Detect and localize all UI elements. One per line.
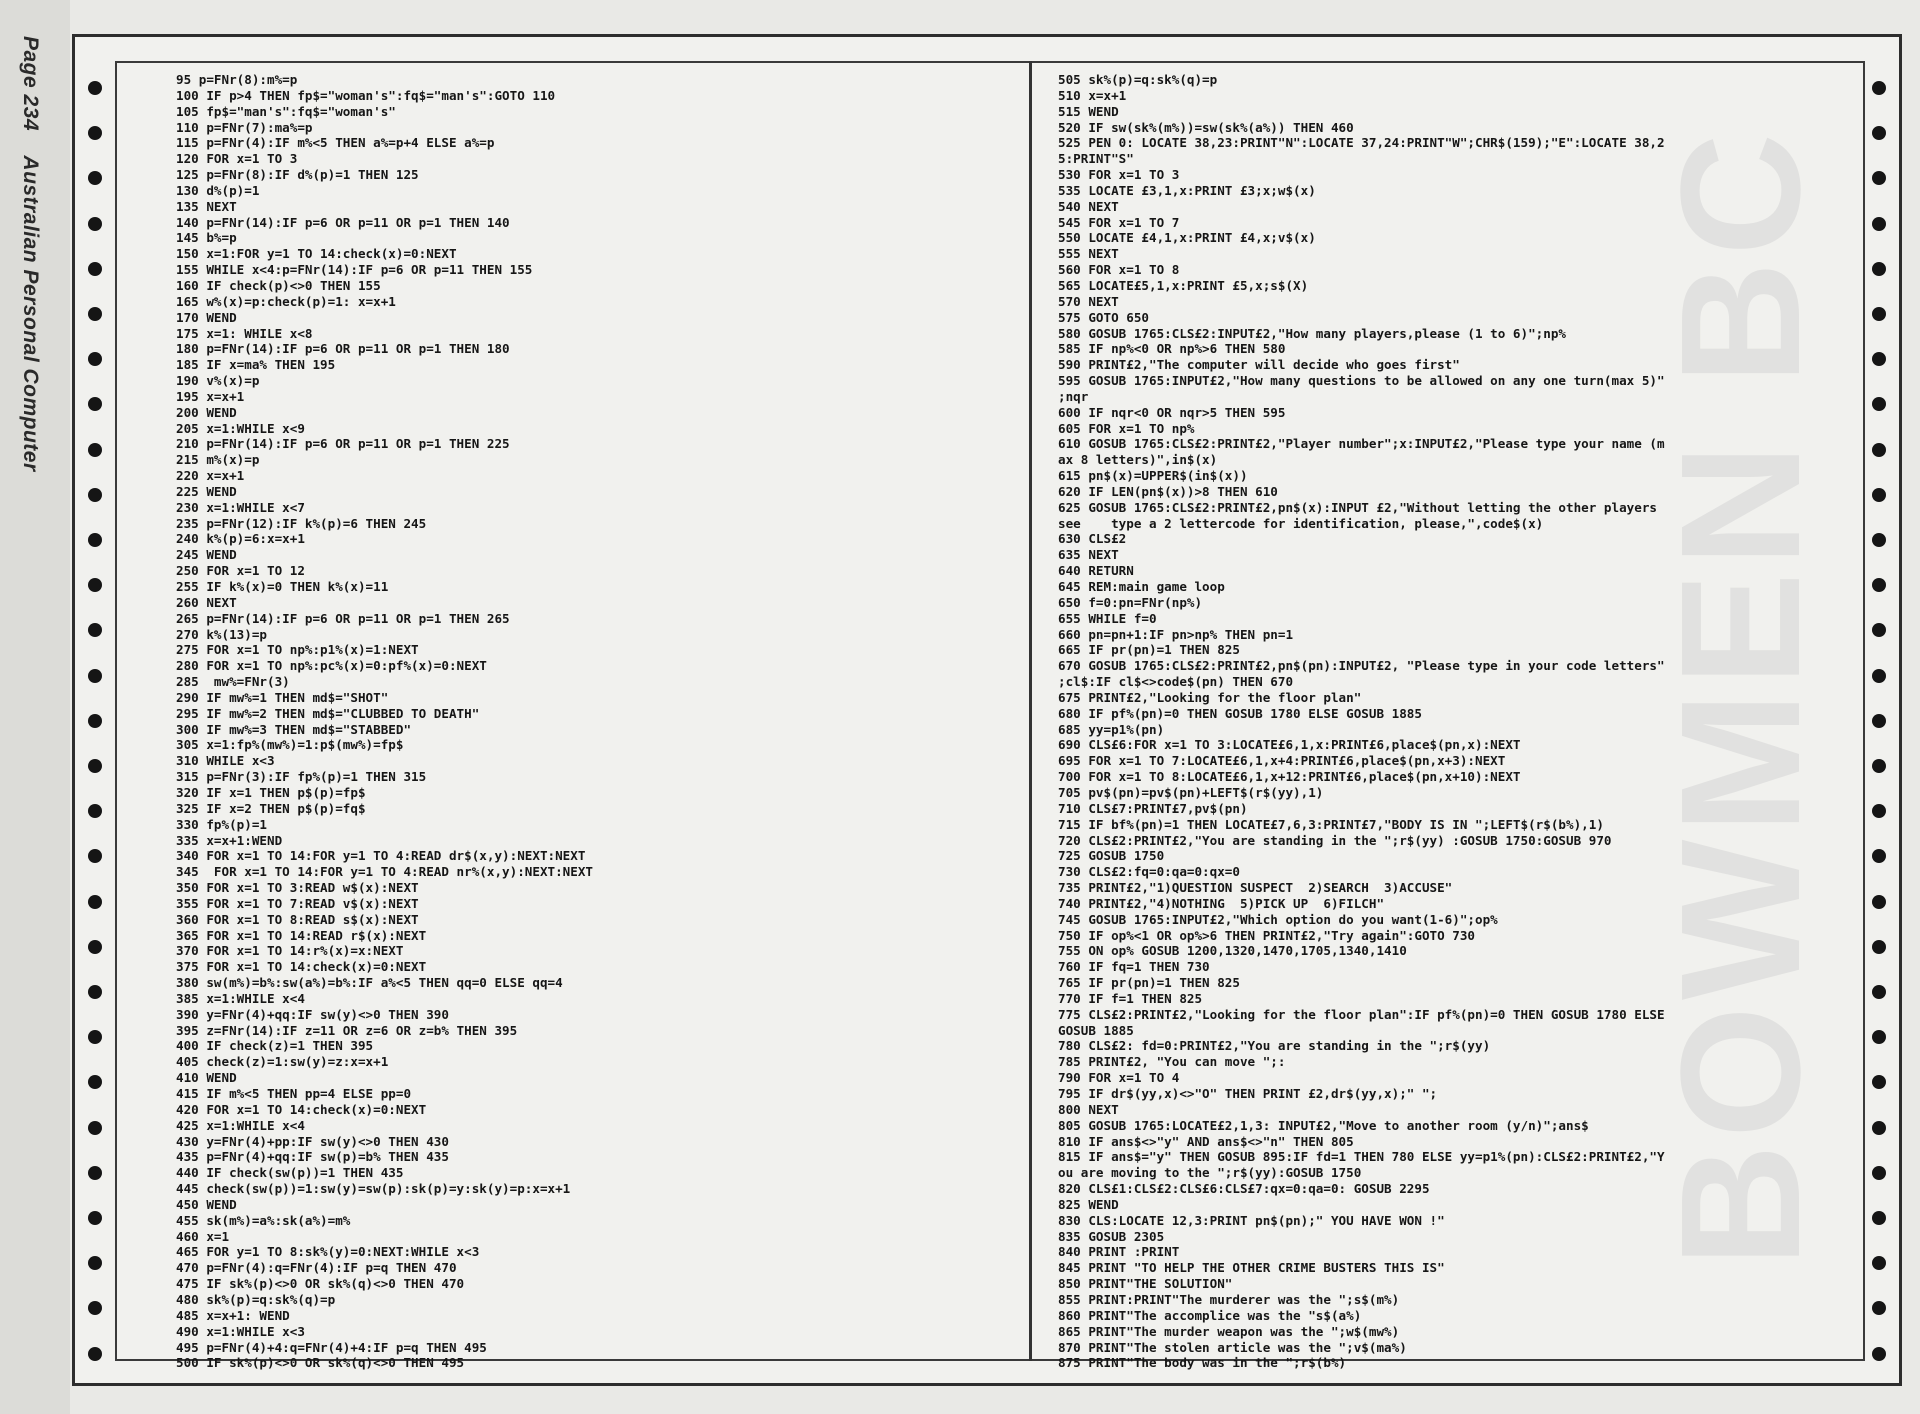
tractor-hole-icon [1872, 669, 1886, 683]
tractor-hole-icon [88, 1347, 102, 1361]
column-divider [1029, 61, 1032, 1361]
code-line: 325 IF x=2 THEN p$(p)=fq$ [176, 800, 366, 816]
code-line: 110 p=FNr(7):ma%=p [176, 119, 313, 135]
tractor-hole-icon [88, 623, 102, 637]
tractor-hole-icon [88, 217, 102, 231]
code-line: 140 p=FNr(14):IF p=6 OR p=11 OR p=1 THEN 140 [176, 214, 510, 230]
code-line: 865 PRINT"The murder weapon was the ";w$(mw%) [1058, 1323, 1400, 1339]
tractor-hole-icon [1872, 1166, 1886, 1180]
tractor-hole-icon [88, 1301, 102, 1315]
code-line: 685 yy=p1%(pn) [1058, 721, 1165, 737]
code-line: 5:PRINT"S" [1058, 151, 1134, 167]
code-line: 310 WHILE x<3 [176, 753, 275, 769]
code-line: 220 x=x+1 [176, 468, 245, 484]
tractor-hole-icon [88, 443, 102, 457]
tractor-hole-icon [88, 669, 102, 683]
code-line: 495 p=FNr(4)+4:q=FNr(4)+4:IF p=q THEN 495 [176, 1339, 487, 1355]
code-line: 165 w%(x)=p:check(p)=1: x=x+1 [176, 293, 396, 309]
code-line: 770 IF f=1 THEN 825 [1058, 990, 1203, 1006]
code-line: 400 IF check(z)=1 THEN 395 [176, 1038, 374, 1054]
code-line: ou are moving to the ";r$(yy):GOSUB 1750 [1058, 1165, 1362, 1181]
code-line: 720 CLS£2:PRINT£2,"You are standing in the ";r$(yy) :GOSUB 1750:GOSUB 970 [1058, 832, 1612, 848]
code-line: 385 x=1:WHILE x<4 [176, 990, 305, 1006]
tractor-hole-icon [88, 81, 102, 95]
code-line: 95 p=FNr(8):m%=p [176, 72, 298, 87]
tractor-hole-icon [1872, 533, 1886, 547]
tractor-hole-icon [88, 895, 102, 909]
code-line: 755 ON op% GOSUB 1200,1320,1470,1705,1340,1410 [1058, 943, 1407, 959]
tractor-hole-icon [1872, 307, 1886, 321]
code-line: 180 p=FNr(14):IF p=6 OR p=11 OR p=1 THEN 180 [176, 341, 510, 357]
code-line: 190 v%(x)=p [176, 373, 260, 389]
code-line: 520 IF sw(sk%(m%))=sw(sk%(a%)) THEN 460 [1058, 119, 1354, 135]
code-line: 440 IF check(sw(p))=1 THEN 435 [176, 1165, 404, 1181]
code-line: 330 fp%(p)=1 [176, 816, 267, 832]
code-line: 790 FOR x=1 TO 4 [1058, 1070, 1180, 1086]
tractor-hole-icon [88, 488, 102, 502]
publication-name: Australian Personal Computer [19, 155, 42, 472]
code-line: 345 FOR x=1 TO 14:FOR y=1 TO 4:READ nr%(x,y):NEXT:NEXT [176, 864, 594, 880]
code-line: 225 WEND [176, 483, 237, 499]
code-line: 515 WEND [1058, 103, 1119, 119]
code-line: 625 GOSUB 1765:CLS£2:PRINT£2,pn$(x):INPUT £2,"Without letting the other players [1058, 499, 1657, 515]
code-line: 155 WHILE x<4:p=FNr(14):IF p=6 OR p=11 THEN 155 [176, 262, 533, 278]
code-line: 580 GOSUB 1765:CLS£2:INPUT£2,"How many players,please (1 to 6)";np% [1058, 325, 1566, 341]
tractor-hole-icon [1872, 714, 1886, 728]
code-line: 275 FOR x=1 TO np%:p1%(x)=1:NEXT [176, 642, 419, 658]
code-line: 870 PRINT"The stolen article was the ";v$(ma%) [1058, 1339, 1407, 1355]
tractor-hole-icon [88, 307, 102, 321]
code-line: 665 IF pr(pn)=1 THEN 825 [1058, 642, 1240, 658]
tractor-hole-icon [88, 1256, 102, 1270]
code-line: ;cl$:IF cl$<>code$(pn) THEN 670 [1058, 674, 1294, 690]
code-line: 585 IF np%<0 OR np%>6 THEN 580 [1058, 341, 1286, 357]
tractor-hole-icon [88, 262, 102, 276]
code-line: 725 GOSUB 1750 [1058, 848, 1165, 864]
code-line: 410 WEND [176, 1070, 237, 1086]
tractor-hole-icon [1872, 1075, 1886, 1089]
tractor-hole-icon [1872, 985, 1886, 999]
code-line: 465 FOR y=1 TO 8:sk%(y)=0:NEXT:WHILE x<3 [176, 1244, 480, 1260]
code-line: 750 IF op%<1 OR op%>6 THEN PRINT£2,"Try again":GOTO 730 [1058, 927, 1476, 943]
code-line: 545 FOR x=1 TO 7 [1058, 214, 1180, 230]
code-line: 145 b%=p [176, 230, 237, 246]
code-line: 490 x=1:WHILE x<3 [176, 1323, 305, 1339]
code-line: 795 IF dr$(yy,x)<>"O" THEN PRINT £2,dr$(yy,x);" "; [1058, 1086, 1438, 1101]
tractor-hole-icon [88, 1121, 102, 1135]
code-line: 650 f=0:pn=FNr(np%) [1058, 594, 1203, 610]
code-line: 810 IF ans$<>"y" AND ans$<>"n" THEN 805 [1058, 1133, 1354, 1149]
code-line: 365 FOR x=1 TO 14:READ r$(x):NEXT [176, 927, 427, 943]
tractor-hole-icon [88, 1075, 102, 1089]
code-line: 280 FOR x=1 TO np%:pc%(x)=0:pf%(x)=0:NEXT [176, 658, 487, 674]
left-tractor-holes [83, 81, 107, 1361]
code-line: 100 IF p>4 THEN fp$="woman's":fq$="man's":GOTO 110 [176, 87, 556, 103]
code-line: 780 CLS£2: fd=0:PRINT£2,"You are standing in the ";r$(yy) [1058, 1038, 1491, 1054]
code-line: ;nqr [1058, 388, 1089, 404]
code-line: 290 IF mw%=1 THEN md$="SHOT" [176, 689, 389, 705]
code-line: 535 LOCATE £3,1,x:PRINT £3;x;w$(x) [1058, 182, 1316, 198]
code-line: 570 NEXT [1058, 293, 1119, 309]
tractor-hole-icon [1872, 488, 1886, 502]
code-line: 700 FOR x=1 TO 8:LOCATE£6,1,x+12:PRINT£6,place$(pn,x+10):NEXT [1058, 769, 1521, 785]
tractor-hole-icon [88, 126, 102, 140]
code-line: 740 PRINT£2,"4)NOTHING 5)PICK UP 6)FILCH" [1058, 895, 1385, 911]
code-line: 460 x=1 [176, 1228, 230, 1244]
tractor-hole-icon [1872, 171, 1886, 185]
code-line: 395 z=FNr(14):IF z=11 OR z=6 OR z=b% THEN 395 [176, 1022, 518, 1038]
background-watermark: BOWMEN BC [1646, 127, 1836, 1267]
code-line: 435 p=FNr(4)+qq:IF sw(p)=b% THEN 435 [176, 1149, 449, 1165]
tractor-hole-icon [88, 714, 102, 728]
code-line: 380 sw(m%)=b%:sw(a%)=b%:IF a%<5 THEN qq=0 ELSE qq=4 [176, 975, 563, 991]
tractor-hole-icon [1872, 262, 1886, 276]
code-line: 455 sk(m%)=a%:sk(a%)=m% [176, 1212, 351, 1228]
tractor-hole-icon [1872, 895, 1886, 909]
tractor-hole-icon [88, 578, 102, 592]
code-line: 425 x=1:WHILE x<4 [176, 1117, 305, 1133]
tractor-hole-icon [1872, 578, 1886, 592]
code-line: 135 NEXT [176, 198, 237, 214]
tractor-hole-icon [88, 1030, 102, 1044]
tractor-hole-icon [88, 849, 102, 863]
code-line: 745 GOSUB 1765:INPUT£2,"Which option do you want(1-6)";op% [1058, 911, 1498, 927]
code-line: 370 FOR x=1 TO 14:r%(x)=x:NEXT [176, 943, 404, 959]
code-line: 200 WEND [176, 404, 237, 420]
code-line: 240 k%(p)=6:x=x+1 [176, 531, 305, 547]
code-line: 840 PRINT :PRINT [1058, 1244, 1180, 1260]
code-line: 710 CLS£7:PRINT£7,pv$(pn) [1058, 800, 1248, 816]
code-line: 270 k%(13)=p [176, 626, 267, 642]
code-line: 850 PRINT"THE SOLUTION" [1058, 1276, 1233, 1292]
code-line: 765 IF pr(pn)=1 THEN 825 [1058, 975, 1240, 991]
code-line: 295 IF mw%=2 THEN md$="CLUBBED TO DEATH" [176, 705, 480, 721]
code-line: 615 pn$(x)=UPPER$(in$(x)) [1058, 468, 1248, 484]
code-line: 340 FOR x=1 TO 14:FOR y=1 TO 4:READ dr$(x,y):NEXT:NEXT [176, 848, 586, 864]
code-line: GOSUB 1885 [1058, 1022, 1134, 1038]
code-line: 120 FOR x=1 TO 3 [176, 151, 298, 167]
code-line: 805 GOSUB 1765:LOCATE£2,1,3: INPUT£2,"Move to another room (y/n)";ans$ [1058, 1117, 1589, 1133]
tractor-hole-icon [88, 1211, 102, 1225]
code-line: 635 NEXT [1058, 547, 1119, 563]
code-line: 510 x=x+1 [1058, 87, 1127, 103]
code-line: 350 FOR x=1 TO 3:READ w$(x):NEXT [176, 880, 419, 896]
code-line: 565 LOCATE£5,1,x:PRINT £5,x;s$(X) [1058, 277, 1309, 293]
tractor-hole-icon [1872, 81, 1886, 95]
tractor-hole-icon [1872, 1256, 1886, 1270]
code-line: 485 x=x+1: WEND [176, 1307, 290, 1323]
tractor-hole-icon [88, 940, 102, 954]
code-line: 105 fp$="man's":fq$="woman's" [176, 103, 396, 119]
tractor-hole-icon [88, 759, 102, 773]
code-line: 660 pn=pn+1:IF pn>np% THEN pn=1 [1058, 626, 1294, 642]
code-line: 415 IF m%<5 THEN pp=4 ELSE pp=0 [176, 1086, 412, 1101]
code-line: 250 FOR x=1 TO 12 [176, 563, 305, 579]
code-line: 575 GOTO 650 [1058, 309, 1149, 325]
code-line: 205 x=1:WHILE x<9 [176, 420, 305, 436]
tractor-hole-icon [1872, 1030, 1886, 1044]
code-line: 695 FOR x=1 TO 7:LOCATE£6,1,x+4:PRINT£6,place$(pn,x+3):NEXT [1058, 753, 1506, 769]
code-line: 620 IF LEN(pn$(x))>8 THEN 610 [1058, 483, 1278, 499]
code-line: ax 8 letters)",in$(x) [1058, 452, 1218, 468]
code-line: 235 p=FNr(12):IF k%(p)=6 THEN 245 [176, 515, 427, 531]
code-line: 355 FOR x=1 TO 7:READ v$(x):NEXT [176, 895, 419, 911]
code-line: 230 x=1:WHILE x<7 [176, 499, 305, 515]
code-line: 550 LOCATE £4,1,x:PRINT £4,x;v$(x) [1058, 230, 1316, 246]
tractor-hole-icon [88, 804, 102, 818]
code-line: 800 NEXT [1058, 1101, 1119, 1117]
code-line: 260 NEXT [176, 594, 237, 610]
code-line: 150 x=1:FOR y=1 TO 14:check(x)=0:NEXT [176, 246, 457, 262]
page-margin [0, 0, 70, 1414]
code-line: 540 NEXT [1058, 198, 1119, 214]
code-line: 690 CLS£6:FOR x=1 TO 3:LOCATE£6,1,x:PRINT£6,place$(pn,x):NEXT [1058, 737, 1521, 753]
tractor-hole-icon [1872, 849, 1886, 863]
code-line: 590 PRINT£2,"The computer will decide who goes first" [1058, 357, 1460, 373]
code-line: 315 p=FNr(3):IF fp%(p)=1 THEN 315 [176, 769, 427, 785]
tractor-hole-icon [1872, 126, 1886, 140]
code-line: 555 NEXT [1058, 246, 1119, 262]
tractor-hole-icon [1872, 759, 1886, 773]
code-line: 605 FOR x=1 TO np% [1058, 420, 1195, 436]
code-line: 860 PRINT"The accomplice was the "s$(a%) [1058, 1307, 1362, 1323]
code-line: 255 IF k%(x)=0 THEN k%(x)=11 [176, 579, 389, 594]
code-line: 670 GOSUB 1765:CLS£2:PRINT£2,pn$(pn):INPUT£2, "Please type in your code letters" [1058, 658, 1665, 674]
tractor-hole-icon [88, 352, 102, 366]
tractor-hole-icon [1872, 397, 1886, 411]
code-line: 835 GOSUB 2305 [1058, 1228, 1165, 1244]
code-line: 760 IF fq=1 THEN 730 [1058, 959, 1210, 975]
page-number: Page 234 [19, 36, 42, 132]
tractor-hole-icon [1872, 443, 1886, 457]
tractor-hole-icon [88, 533, 102, 547]
code-line: 170 WEND [176, 309, 237, 325]
code-line: 360 FOR x=1 TO 8:READ s$(x):NEXT [176, 911, 419, 927]
code-line: 185 IF x=ma% THEN 195 [176, 357, 336, 373]
code-line: 825 WEND [1058, 1196, 1119, 1212]
code-line: 265 p=FNr(14):IF p=6 OR p=11 OR p=1 THEN 265 [176, 610, 510, 626]
code-line: 645 REM:main game loop [1058, 579, 1225, 594]
code-listing-right [1058, 72, 1665, 1371]
code-line: 630 CLS£2 [1058, 531, 1127, 547]
code-line: 470 p=FNr(4):q=FNr(4):IF p=q THEN 470 [176, 1260, 457, 1276]
code-line: 680 IF pf%(pn)=0 THEN GOSUB 1780 ELSE GOSUB 1885 [1058, 705, 1422, 721]
code-line: 245 WEND [176, 547, 237, 563]
code-line: 595 GOSUB 1765:INPUT£2,"How many questions to be allowed on any one turn(max 5)" [1058, 373, 1665, 389]
tractor-hole-icon [1872, 1121, 1886, 1135]
code-line: 845 PRINT "TO HELP THE OTHER CRIME BUSTERS THIS IS" [1058, 1260, 1445, 1276]
code-line: 675 PRINT£2,"Looking for the floor plan" [1058, 689, 1362, 705]
code-line: 305 x=1:fp%(mw%)=1:p$(mw%)=fp$ [176, 737, 404, 753]
code-line: 735 PRINT£2,"1)QUESTION SUSPECT 2)SEARCH 3)ACCUSE" [1058, 880, 1453, 896]
code-line: see type a 2 lettercode for identification, please,",code$(x) [1058, 515, 1544, 531]
code-listing-left [176, 72, 593, 1371]
code-line: 875 PRINT"The body was in the ";r$(b%) [1058, 1355, 1347, 1371]
tractor-hole-icon [1872, 804, 1886, 818]
code-line: 730 CLS£2:fq=0:qa=0:qx=0 [1058, 864, 1240, 880]
code-line: 130 d%(p)=1 [176, 182, 260, 198]
code-line: 785 PRINT£2, "You can move ";: [1058, 1054, 1286, 1070]
tractor-hole-icon [1872, 623, 1886, 637]
tractor-hole-icon [1872, 1211, 1886, 1225]
code-line: 210 p=FNr(14):IF p=6 OR p=11 OR p=1 THEN 225 [176, 436, 510, 452]
code-line: 285 mw%=FNr(3) [176, 674, 290, 690]
code-line: 450 WEND [176, 1196, 237, 1212]
tractor-hole-icon [1872, 217, 1886, 231]
right-tractor-holes [1867, 81, 1891, 1361]
code-line: 390 y=FNr(4)+qq:IF sw(y)<>0 THEN 390 [176, 1006, 449, 1022]
code-line: 815 IF ans$="y" THEN GOSUB 895:IF fd=1 THEN 780 ELSE yy=p1%(pn):CLS£2:PRINT£2,"Y [1058, 1149, 1665, 1165]
code-line: 820 CLS£1:CLS£2:CLS£6:CLS£7:qx=0:qa=0: GOSUB 2295 [1058, 1181, 1430, 1197]
code-line: 335 x=x+1:WEND [176, 832, 283, 848]
code-line: 420 FOR x=1 TO 14:check(x)=0:NEXT [176, 1101, 427, 1117]
tractor-hole-icon [1872, 940, 1886, 954]
code-line: 445 check(sw(p))=1:sw(y)=sw(p):sk(p)=y:sk(y)=p:x=x+1 [176, 1181, 571, 1197]
tractor-hole-icon [88, 985, 102, 999]
code-line: 715 IF bf%(pn)=1 THEN LOCATE£7,6,3:PRINT£7,"BODY IS IN ";LEFT$(r$(b%),1) [1058, 816, 1604, 832]
code-line: 300 IF mw%=3 THEN md$="STABBED" [176, 721, 412, 737]
tractor-hole-icon [88, 171, 102, 185]
code-line: 640 RETURN [1058, 563, 1134, 579]
code-line: 830 CLS:LOCATE 12,3:PRINT pn$(pn);" YOU HAVE WON !" [1058, 1212, 1445, 1228]
code-line: 530 FOR x=1 TO 3 [1058, 167, 1180, 183]
tractor-hole-icon [1872, 1301, 1886, 1315]
code-line: 775 CLS£2:PRINT£2,"Looking for the floor plan":IF pf%(pn)=0 THEN GOSUB 1780 ELSE [1058, 1006, 1665, 1022]
tractor-hole-icon [1872, 1347, 1886, 1361]
code-line: 560 FOR x=1 TO 8 [1058, 262, 1180, 278]
code-line: 430 y=FNr(4)+pp:IF sw(y)<>0 THEN 430 [176, 1133, 449, 1149]
tractor-hole-icon [88, 1166, 102, 1180]
code-line: 175 x=1: WHILE x<8 [176, 325, 313, 341]
code-line: 160 IF check(p)<>0 THEN 155 [176, 277, 381, 293]
code-line: 125 p=FNr(8):IF d%(p)=1 THEN 125 [176, 167, 419, 183]
code-line: 195 x=x+1 [176, 388, 245, 404]
page-header [18, 36, 42, 472]
code-line: 405 check(z)=1:sw(y)=z:x=x+1 [176, 1054, 389, 1070]
code-line: 600 IF nqr<0 OR nqr>5 THEN 595 [1058, 404, 1286, 420]
code-line: 505 sk%(p)=q:sk%(q)=p [1058, 72, 1218, 87]
code-line: 655 WHILE f=0 [1058, 610, 1157, 626]
code-line: 320 IF x=1 THEN p$(p)=fp$ [176, 784, 366, 800]
code-line: 705 pv$(pn)=pv$(pn)+LEFT$(r$(yy),1) [1058, 784, 1324, 800]
code-line: 855 PRINT:PRINT"The murderer was the ";s$(m%) [1058, 1291, 1400, 1307]
code-line: 525 PEN 0: LOCATE 38,23:PRINT"N":LOCATE 37,24:PRINT"W";CHR$(159);"E":LOCATE 38,2 [1058, 135, 1665, 151]
code-line: 475 IF sk%(p)<>0 OR sk%(q)<>0 THEN 470 [176, 1276, 465, 1292]
code-line: 500 IF sk%(p)<>0 OR sk%(q)<>0 THEN 495 [176, 1355, 465, 1371]
tractor-hole-icon [1872, 352, 1886, 366]
code-line: 610 GOSUB 1765:CLS£2:PRINT£2,"Player number";x:INPUT£2,"Please type your name (m [1058, 436, 1665, 452]
code-line: 375 FOR x=1 TO 14:check(x)=0:NEXT [176, 959, 427, 975]
code-line: 480 sk%(p)=q:sk%(q)=p [176, 1291, 336, 1307]
code-line: 115 p=FNr(4):IF m%<5 THEN a%=p+4 ELSE a%=p [176, 135, 495, 151]
tractor-hole-icon [88, 397, 102, 411]
code-line: 215 m%(x)=p [176, 452, 260, 468]
